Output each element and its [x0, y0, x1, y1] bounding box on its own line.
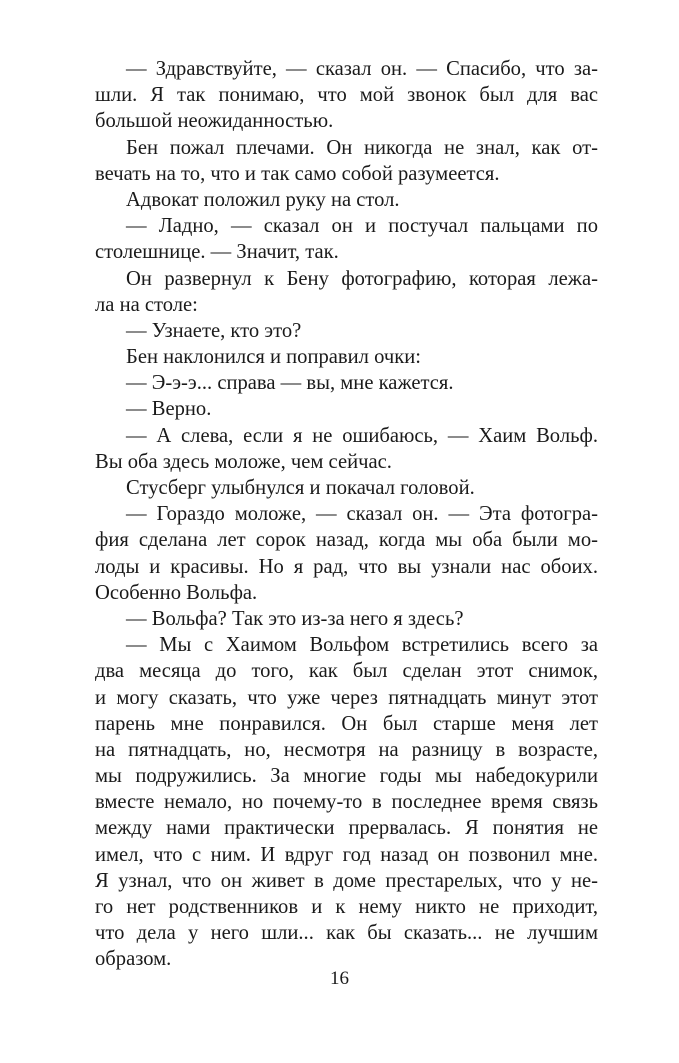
text-line: — Верно.	[126, 398, 212, 421]
text-line: вместе немало, но почему-то в последнее время связь	[95, 791, 598, 814]
text-line: между нами практически прервалась. Я понятия не	[95, 817, 598, 840]
text-line: на пятнадцать, но, несмотря на разницу в возрасте,	[95, 738, 598, 761]
text-line: и могу сказать, что уже через пятнадцать минут этот	[95, 686, 598, 709]
text-line: фия сделана лет сорок назад, когда мы оба были мо-	[95, 529, 598, 552]
text-line: лоды и красивы. Но я рад, что вы узнали нас обоих.	[95, 555, 598, 578]
text-line: мы подружились. За многие годы мы набедокурили	[95, 765, 598, 788]
text-line: го нет родственников и к нему никто не приходит,	[95, 896, 598, 918]
text-line: Бен наклонился и поправил очки:	[126, 346, 421, 369]
book-page-text	[95, 56, 598, 973]
page-number: 16	[330, 968, 349, 989]
text-line: Я узнал, что он живет в доме престарелых, что у не-	[95, 869, 598, 892]
text-line: — Здравствуйте, — сказал он. — Спасибо, что за-	[126, 58, 598, 80]
text-line: Адвокат положил руку на стол.	[126, 188, 400, 211]
text-line: — Гораздо моложе, — сказал он. — Эта фотогра-	[126, 503, 598, 526]
text-line: два месяца до того, как был сделан этот снимок,	[95, 660, 598, 683]
text-line: Стусберг улыбнулся и покачал головой.	[126, 477, 475, 499]
text-line: образом.	[95, 948, 172, 971]
text-line: ла на столе:	[95, 293, 198, 316]
text-line: имел, что с ним. И вдруг год назад он позвонил мне.	[95, 843, 598, 866]
text-line: Бен пожал плечами. Он никогда не знал, как от-	[126, 136, 598, 159]
text-line: — Ладно, — сказал он и постучал пальцами по	[126, 215, 598, 238]
text-line: — Мы с Хаимом Вольфом встретились всего за	[126, 634, 598, 657]
text-line: что дела у него шли... как бы сказать... не лучшим	[95, 922, 598, 945]
text-line: — Э-э-э... справа — вы, мне кажется.	[126, 372, 454, 395]
text-line: столешнице. — Значит, так.	[95, 241, 339, 264]
text-line: вечать на то, что и так само собой разумеется.	[95, 162, 500, 185]
text-line: — Узнаете, кто это?	[126, 319, 302, 342]
text-line: Вы оба здесь моложе, чем сейчас.	[95, 450, 392, 473]
text-line: — А слева, если я не ошибаюсь, — Хаим Вольф.	[126, 424, 598, 447]
text-line: парень мне понравился. Он был старше меня лет	[95, 712, 598, 735]
text-line: Он развернул к Бену фотографию, которая лежа-	[126, 267, 598, 290]
text-line: большой неожиданностью.	[95, 110, 334, 133]
text-line: Особенно Вольфа.	[95, 581, 258, 604]
text-line: — Вольфа? Так это из-за него я здесь?	[126, 607, 464, 630]
text-line: шли. Я так понимаю, что мой звонок был для вас	[95, 84, 598, 107]
